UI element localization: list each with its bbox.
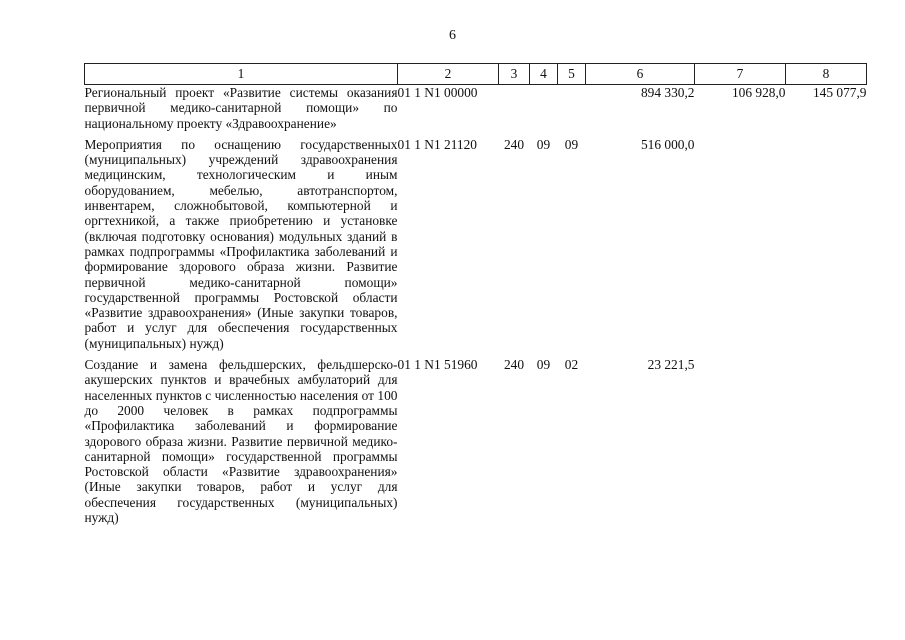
row-col-3: 240	[503, 357, 525, 373]
header-col-2: 2	[398, 64, 499, 85]
budget-table	[84, 63, 867, 525]
row-code: 01 1 N1 21120	[397, 136, 477, 152]
header-col-4: 4	[530, 64, 558, 85]
header-col-5: 5	[558, 64, 586, 85]
row-col-3: 240	[503, 136, 525, 152]
header-col-3: 3	[499, 64, 530, 85]
table-row	[85, 357, 867, 525]
row-col-5: 09	[564, 136, 579, 152]
row-amount-6: 23 221,5	[647, 357, 695, 373]
table-row	[85, 137, 867, 351]
row-amount-8	[786, 137, 867, 351]
row-col-5	[558, 85, 586, 131]
row-amount-7: 106 928,0	[731, 85, 786, 100]
row-amount-7	[695, 137, 786, 351]
row-col-3	[499, 85, 530, 131]
row-col-5: 02	[564, 357, 579, 373]
row-amount-6: 894 330,2	[640, 85, 695, 100]
row-code: 01 1 N1 00000	[397, 85, 478, 100]
row-description: Мероприятия по оснащению государственных (муниципальных) учреждений здравоохранения медицинским, технологическим и иным оборудованием, мебелью, автотранспортом, инвентарем, сложнобытовой, компьютерной и оргтехникой, а также приобретению и установке (включая подготовку основания) модульных зданий в рамках подпрограммы «Профилактика заболеваний и формирование здорового образа жизни. Развитие первичной медико-санитарной помощи» государственной программы Ростовской области «Развитие здравоохранения» (Иные закупки товаров, работ и услуг для обеспечения государственных (муниципальных) нужд)	[84, 136, 398, 351]
header-col-7: 7	[695, 64, 786, 85]
row-description: Создание и замена фельдшерских, фельдшерско-акушерских пунктов и врачебных амбулаторий для населенных пунктов с численностью населения от 100 до 2000 человек в рамках подпрограммы «Профилактика заболеваний и формирование здорового образа жизни. Развитие первичной медико-санитарной помощи» государственной программы Ростовской области «Развитие здравоохранения» (Иные закупки товаров, работ и услуг для обеспечения государственных (муниципальных) нужд)	[84, 357, 398, 526]
row-code: 01 1 N1 51960	[397, 357, 478, 373]
page-number: 6	[449, 28, 456, 43]
header-col-6: 6	[586, 64, 695, 85]
row-amount-8	[786, 357, 867, 525]
header-col-1: 1	[85, 64, 398, 85]
row-col-4: 09	[536, 136, 551, 152]
row-amount-6: 516 000,0	[640, 136, 695, 152]
header-row	[85, 64, 867, 85]
table-row	[85, 85, 867, 131]
row-col-4: 09	[536, 357, 551, 373]
row-amount-7	[695, 357, 786, 525]
header-col-8: 8	[786, 64, 867, 85]
row-col-4	[530, 85, 558, 131]
row-amount-8: 145 077,9	[812, 85, 867, 100]
row-description: Региональный проект «Развитие системы оказания первичной медико-санитарной помощи» по национальному проекту «Здравоохранение»	[84, 85, 398, 131]
